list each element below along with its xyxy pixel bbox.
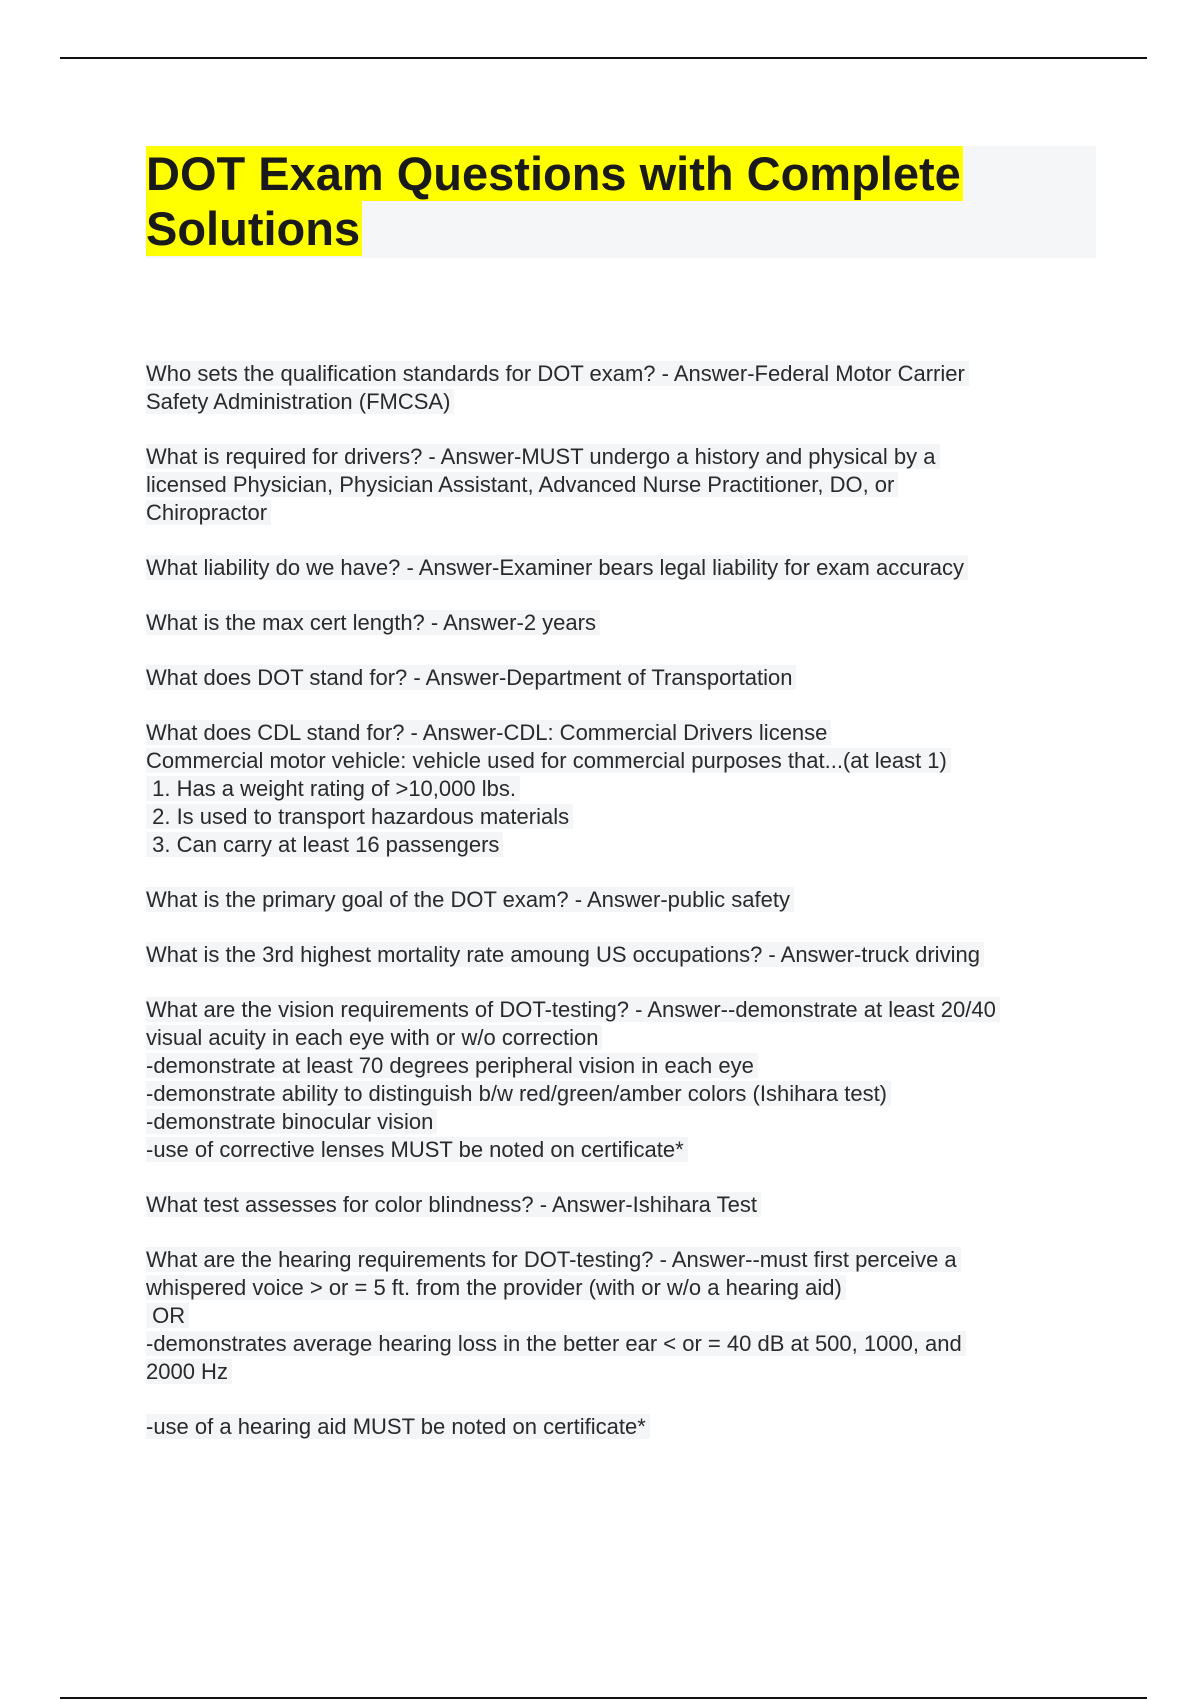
qa-list <box>146 360 1000 1468</box>
bottom-rule <box>60 1697 1147 1699</box>
qa-line <box>146 831 1000 859</box>
qa-line <box>146 1413 1000 1441</box>
qa-line <box>146 803 1000 831</box>
qa-line-text: -demonstrates average hearing loss in the better ear < or = 40 dB at 500, 1000, and <box>146 1331 966 1356</box>
qa-line <box>146 471 1000 499</box>
qa-line-text: -use of corrective lenses MUST be noted on certificate* <box>146 1137 688 1162</box>
qa-line <box>146 886 1000 914</box>
qa-line <box>146 1108 1000 1136</box>
qa-line <box>146 1052 1000 1080</box>
qa-line-text: whispered voice > or = 5 ft. from the provider (with or w/o a hearing aid) <box>146 1275 846 1300</box>
title-line: DOT Exam Questions with Complete <box>146 147 961 200</box>
qa-item <box>146 1191 1000 1219</box>
qa-line <box>146 1080 1000 1108</box>
qa-line-text: Chiropractor <box>146 500 271 525</box>
qa-item <box>146 609 1000 637</box>
qa-item <box>146 664 1000 692</box>
top-rule <box>60 57 1147 59</box>
qa-line-text: -use of a hearing aid MUST be noted on certificate* <box>146 1414 650 1439</box>
qa-item <box>146 996 1000 1164</box>
qa-line <box>146 1330 1000 1358</box>
qa-line <box>146 499 1000 527</box>
qa-line-text: -demonstrate at least 70 degrees peripheral vision in each eye <box>146 1053 758 1078</box>
qa-item <box>146 360 1000 416</box>
qa-line-text: What are the vision requirements of DOT-testing? - Answer--demonstrate at least 20/40 <box>146 997 1000 1022</box>
qa-line <box>146 719 1000 747</box>
qa-line-text: visual acuity in each eye with or w/o correction <box>146 1025 602 1050</box>
qa-item <box>146 1413 1000 1441</box>
qa-line-text: 3. Can carry at least 16 passengers <box>146 832 503 857</box>
qa-line-text: licensed Physician, Physician Assistant, Advanced Nurse Practitioner, DO, or <box>146 472 898 497</box>
qa-line-text: 1. Has a weight rating of >10,000 lbs. <box>146 776 520 801</box>
qa-line <box>146 554 1000 582</box>
qa-line <box>146 388 1000 416</box>
qa-item <box>146 886 1000 914</box>
qa-line <box>146 1302 1000 1330</box>
qa-line-text: -demonstrate ability to distinguish b/w red/green/amber colors (Ishihara test) <box>146 1081 891 1106</box>
qa-line <box>146 1136 1000 1164</box>
qa-line <box>146 1191 1000 1219</box>
qa-line-text: What is the primary goal of the DOT exam? - Answer-public safety <box>146 887 794 912</box>
qa-line-text: What is the max cert length? - Answer-2 years <box>146 610 600 635</box>
qa-line <box>146 360 1000 388</box>
qa-line <box>146 747 1000 775</box>
page-title <box>146 146 963 256</box>
qa-item <box>146 1246 1000 1386</box>
qa-line-text: What is the 3rd highest mortality rate amoung US occupations? - Answer-truck driving <box>146 942 984 967</box>
qa-line-text: What liability do we have? - Answer-Examiner bears legal liability for exam accuracy <box>146 555 968 580</box>
qa-line <box>146 1024 1000 1052</box>
qa-line <box>146 664 1000 692</box>
qa-line-text: Commercial motor vehicle: vehicle used for commercial purposes that...(at least 1) <box>146 748 951 773</box>
qa-line-text: What are the hearing requirements for DOT-testing? - Answer--must first perceive a <box>146 1247 961 1272</box>
qa-line-text: OR <box>146 1303 189 1328</box>
qa-line-text: Who sets the qualification standards for DOT exam? - Answer-Federal Motor Carrier <box>146 361 969 386</box>
qa-line-text: -demonstrate binocular vision <box>146 1109 437 1134</box>
qa-line-text: 2000 Hz <box>146 1359 232 1384</box>
qa-item <box>146 554 1000 582</box>
qa-line <box>146 1358 1000 1386</box>
qa-line <box>146 1246 1000 1274</box>
qa-line <box>146 443 1000 471</box>
qa-item <box>146 941 1000 969</box>
qa-line <box>146 775 1000 803</box>
qa-item <box>146 443 1000 527</box>
qa-line-text: What does CDL stand for? - Answer-CDL: Commercial Drivers license <box>146 720 831 745</box>
qa-line-text: 2. Is used to transport hazardous materials <box>146 804 573 829</box>
title-line: Solutions <box>146 202 361 255</box>
qa-line-text: What does DOT stand for? - Answer-Department of Transportation <box>146 665 796 690</box>
qa-line <box>146 941 1000 969</box>
qa-line-text: Safety Administration (FMCSA) <box>146 389 454 414</box>
qa-line-text: What is required for drivers? - Answer-MUST undergo a history and physical by a <box>146 444 940 469</box>
qa-line-text: What test assesses for color blindness? - Answer-Ishihara Test <box>146 1192 761 1217</box>
qa-line <box>146 609 1000 637</box>
qa-item <box>146 719 1000 859</box>
qa-line <box>146 1274 1000 1302</box>
qa-line <box>146 996 1000 1024</box>
